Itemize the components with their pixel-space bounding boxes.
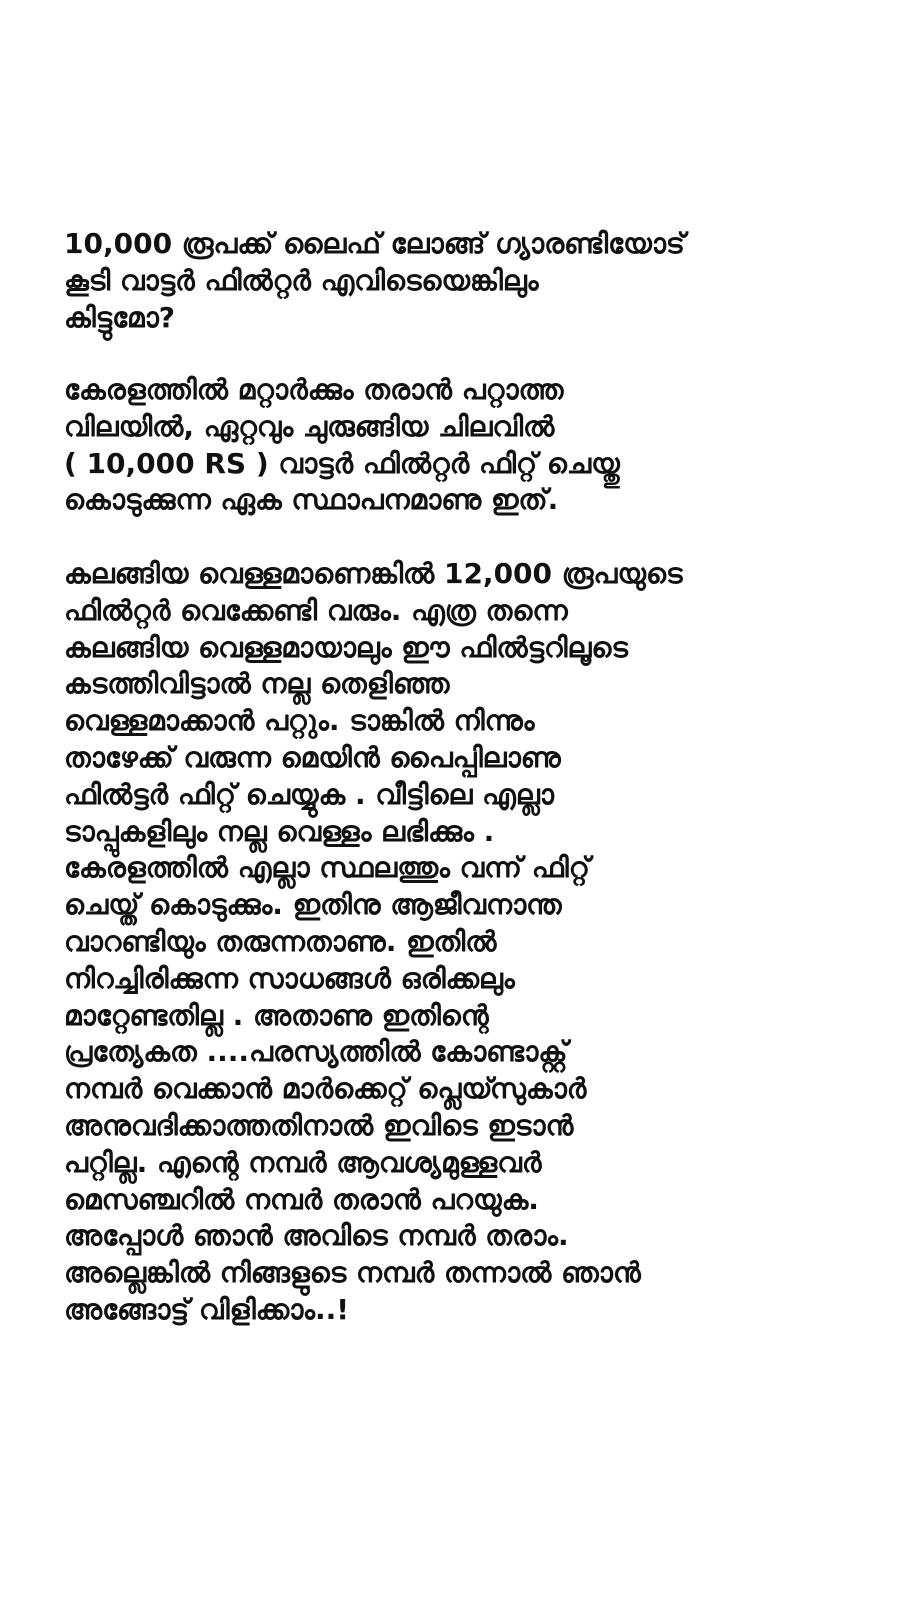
- paragraph-offer-summary: [64, 372, 824, 519]
- text-line: പറ്റില്ല. എന്റെ നമ്പർ ആവശ്യമുള്ളവർ: [64, 1145, 542, 1179]
- text-line: കലങ്ങിയ വെള്ളമായാലും ഈ ഫിൽട്ടറിലൂടെ: [64, 630, 628, 664]
- text-line: നമ്പർ വെക്കാൻ മാർക്കെറ്റ് പ്ലെയ്സുകാർ: [64, 1072, 587, 1106]
- paragraph-headline-question: [64, 226, 824, 336]
- text-line: അല്ലെങ്കിൽ നിങ്ങളുടെ നമ്പർ തന്നാൽ ഞാൻ: [64, 1256, 641, 1290]
- text-line: കൊടുക്കുന്ന ഏക സ്ഥാപനമാണു ഇത്.: [64, 483, 559, 517]
- text-line: പ്രത്യേകത ....പരസ്യത്തിൽ കോണ്ടാക്റ്റ്: [64, 1035, 568, 1069]
- text-line: കലങ്ങിയ വെള്ളമാണെങ്കിൽ 12,000 രൂപയുടെ: [64, 557, 683, 590]
- text-line: ചെയ്ത് കൊടുക്കും. ഇതിനു ആജീവനാന്ത: [64, 888, 562, 922]
- text-line: കൂടി വാട്ടർ ഫിൽറ്റർ എവിടെയെങ്കിലും: [64, 263, 539, 297]
- text-line: ഫിൽറ്റർ വെക്കേണ്ടി വരും. എത്ര തന്നെ: [64, 593, 568, 627]
- text-line: കേരളത്തിൽ എല്ലാ സ്ഥലത്തും വന്ന് ഫിറ്റ്: [64, 851, 590, 885]
- text-line: അങ്ങോട്ട് വിളിക്കാം..!: [64, 1292, 350, 1326]
- text-line: വിലയിൽ, ഏറ്റവും ചുരുങ്ങിയ ചിലവിൽ: [64, 409, 555, 443]
- text-line: 10,000 രൂപക്ക് ലൈഫ് ലോങ്ങ് ഗ്യാരണ്ടിയോട്: [64, 227, 685, 260]
- text-line: കിട്ടുമോ?: [64, 300, 176, 334]
- text-line: വാറണ്ടിയും തരുന്നതാണു. ഇതിൽ: [64, 924, 497, 958]
- text-line: ടാപ്പുകളിലും നല്ല വെള്ളം ലഭിക്കും .: [64, 814, 495, 848]
- text-line: അപ്പോൾ ഞാൻ അവിടെ നമ്പർ തരാം.: [64, 1219, 569, 1253]
- text-line: ഫിൽട്ടർ ഫിറ്റ് ചെയ്യുക . വീട്ടിലെ എല്ലാ: [64, 777, 554, 811]
- text-line: താഴേക്ക് വരുന്ന മെയിൻ പൈപ്പിലാണു: [64, 740, 561, 774]
- text-line: അനുവദിക്കാത്തതിനാൽ ഇവിടെ ഇടാൻ: [64, 1108, 574, 1142]
- text-line: കടത്തിവിട്ടാൽ നല്ല തെളിഞ്ഞ: [64, 667, 450, 701]
- text-line: നിറച്ചിരിക്കുന്ന സാധങ്ങൾ ഒരിക്കലും: [64, 961, 515, 995]
- text-line: മെസഞ്ചറിൽ നമ്പർ തരാൻ പറയുക.: [64, 1182, 539, 1216]
- text-line: ( 10,000 RS ) വാട്ടർ ഫിൽറ്റർ ഫിറ്റ് ചെയ്തു: [64, 446, 620, 480]
- text-line: വെള്ളമാക്കാൻ പറ്റും. ടാങ്കിൽ നിന്നും: [64, 704, 535, 738]
- text-line: കേരളത്തിൽ മറ്റാർക്കും തരാൻ പറ്റാത്ത: [64, 373, 564, 406]
- text-line: മാറ്റേണ്ടതില്ല . അതാണു ഇതിന്റെ: [64, 998, 489, 1032]
- paragraph-details: [64, 556, 824, 1329]
